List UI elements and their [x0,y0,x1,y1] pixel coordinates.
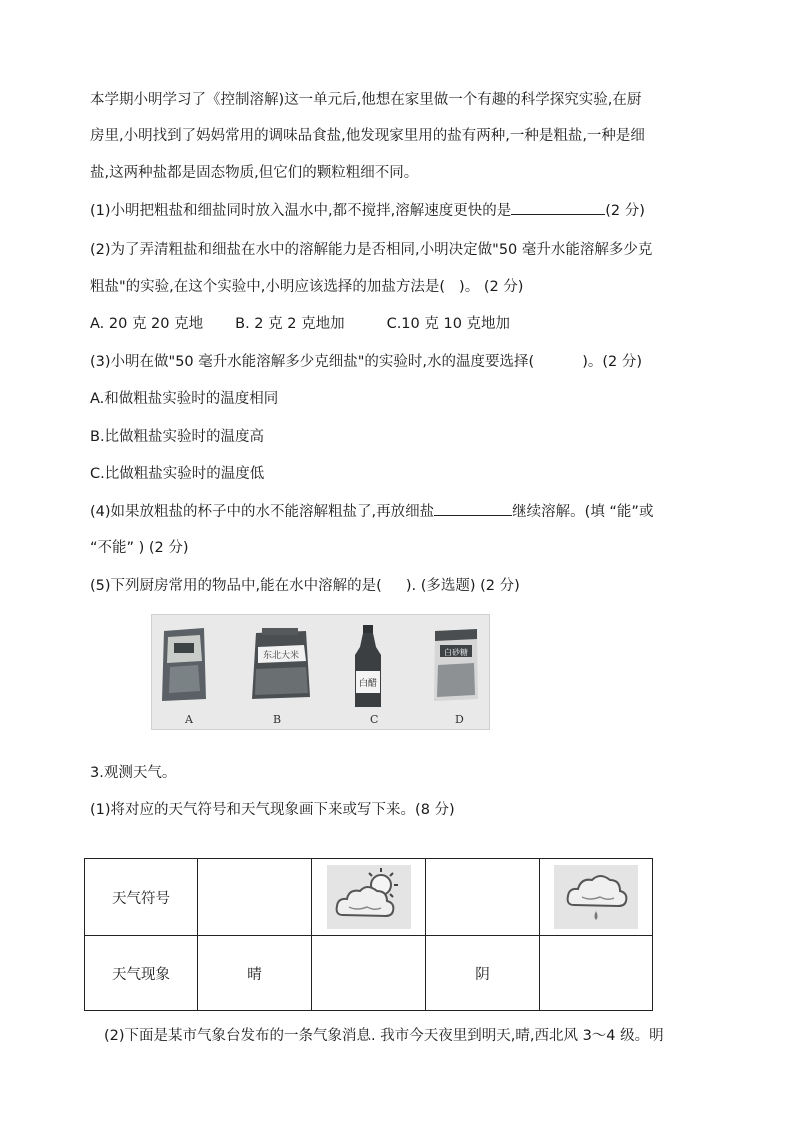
item-c-label: C [370,713,379,726]
answer-blank-1[interactable] [511,200,605,215]
item-c-vinegar-bottle-image [350,625,386,709]
question-2-text: 粗盐"的实验,在这个实验中,小明应该选择的加盐方法是( [90,279,446,295]
symbol-cell-light-rain [540,859,653,936]
item-b-text: 东北大米 [262,651,300,661]
kitchen-items-photo [151,614,490,730]
weather-phenomenon-row [85,936,653,1011]
intro-line-1: 本学期小明学习了《控制溶解)这一单元后,他想在家里做一个有趣的科学探究实验,在厨 [90,92,642,108]
symbol-cell-partly-cloudy [312,859,426,936]
question-2-line-1: (2)为了弄清粗盐和细盐在水中的溶解能力是否相同,小明决定做"50 毫升水能溶解多少克 [90,242,653,258]
question-2-options [90,314,510,334]
question-4-line-2: “不能” ) (2 分) [90,540,189,556]
intro-line-2: 房里,小明找到了妈妈常用的调味品食盐,他发现家里用的盐有两种,一种是粗盐,一种是细 [90,128,645,144]
weather-symbol-row [85,859,653,936]
question-3-score: )。(2 分) [582,354,643,370]
weather-table [84,858,653,1011]
symbol-cell-sunny[interactable] [198,859,312,936]
section-3-sub-2: (2)下面是某市气象台发布的一条气象消息. 我市今天夜里到明天,晴,西北风 3～4 级。明 [104,1028,664,1044]
item-b-label: B [273,713,282,726]
phenomenon-cell-1: 晴 [198,936,312,1011]
partly-cloudy-icon [327,865,411,929]
item-d-text: 白砂糖 [444,648,468,657]
phenomenon-cell-3: 阴 [426,936,540,1011]
weather-phenomenon-header: 天气现象 [85,936,198,1011]
item-b-rice-bag-image [250,625,312,703]
phenomenon-cell-4[interactable] [540,936,653,1011]
item-a-bag-image [160,625,208,703]
item-d-label: D [455,713,464,726]
option-2b: B. 2 克 2 克地加 [235,316,345,332]
phenomenon-cell-2[interactable] [312,936,426,1011]
item-d-sugar-bag-image [432,625,480,703]
question-5-score: ). (多选题) (2 分) [405,578,520,594]
question-2-score: )。 (2 分) [459,279,524,295]
question-4-line-1 [90,501,653,522]
item-c-text: 白醋 [358,679,378,689]
weather-symbol-header: 天气符号 [85,859,198,936]
question-1-text: (1)小明把粗盐和细盐同时放入温水中,都不搅拌,溶解速度更快的是 [90,203,512,219]
question-1 [90,200,645,221]
option-3c: C.比做粗盐实验时的温度低 [90,466,265,482]
symbol-cell-cloudy[interactable] [426,859,540,936]
answer-blank-4[interactable] [434,501,512,516]
question-5-text: (5)下列厨房常用的物品中,能在水中溶解的是( [90,578,382,594]
option-2c: C.10 克 10 克地加 [386,316,511,332]
question-2-line-2 [90,277,523,297]
option-3a: A.和做粗盐实验时的温度相同 [90,391,279,407]
option-3b: B.比做粗盐实验时的温度高 [90,429,265,445]
section-3-sub-1: (1)将对应的天气符号和天气现象画下来或写下来。(8 分) [90,802,455,818]
intro-line-3: 盐,这两种盐都是固态物质,但它们的颗粒粗细不同。 [90,165,419,181]
question-3 [90,352,642,372]
option-2a: A. 20 克 20 克地 [90,316,204,332]
question-4-hint: 继续溶解。(填 “能”或 [512,504,654,520]
question-5 [90,576,520,596]
section-3-title: 3.观测天气。 [90,765,177,781]
light-rain-icon [554,865,638,929]
question-4-text: (4)如果放粗盐的杯子中的水不能溶解粗盐了,再放细盐 [90,504,435,520]
item-a-label: A [185,713,193,726]
question-3-text: (3)小明在做"50 毫升水能溶解多少克细盐"的实验时,水的温度要选择( [90,354,535,370]
question-1-score: (2 分) [605,203,645,219]
